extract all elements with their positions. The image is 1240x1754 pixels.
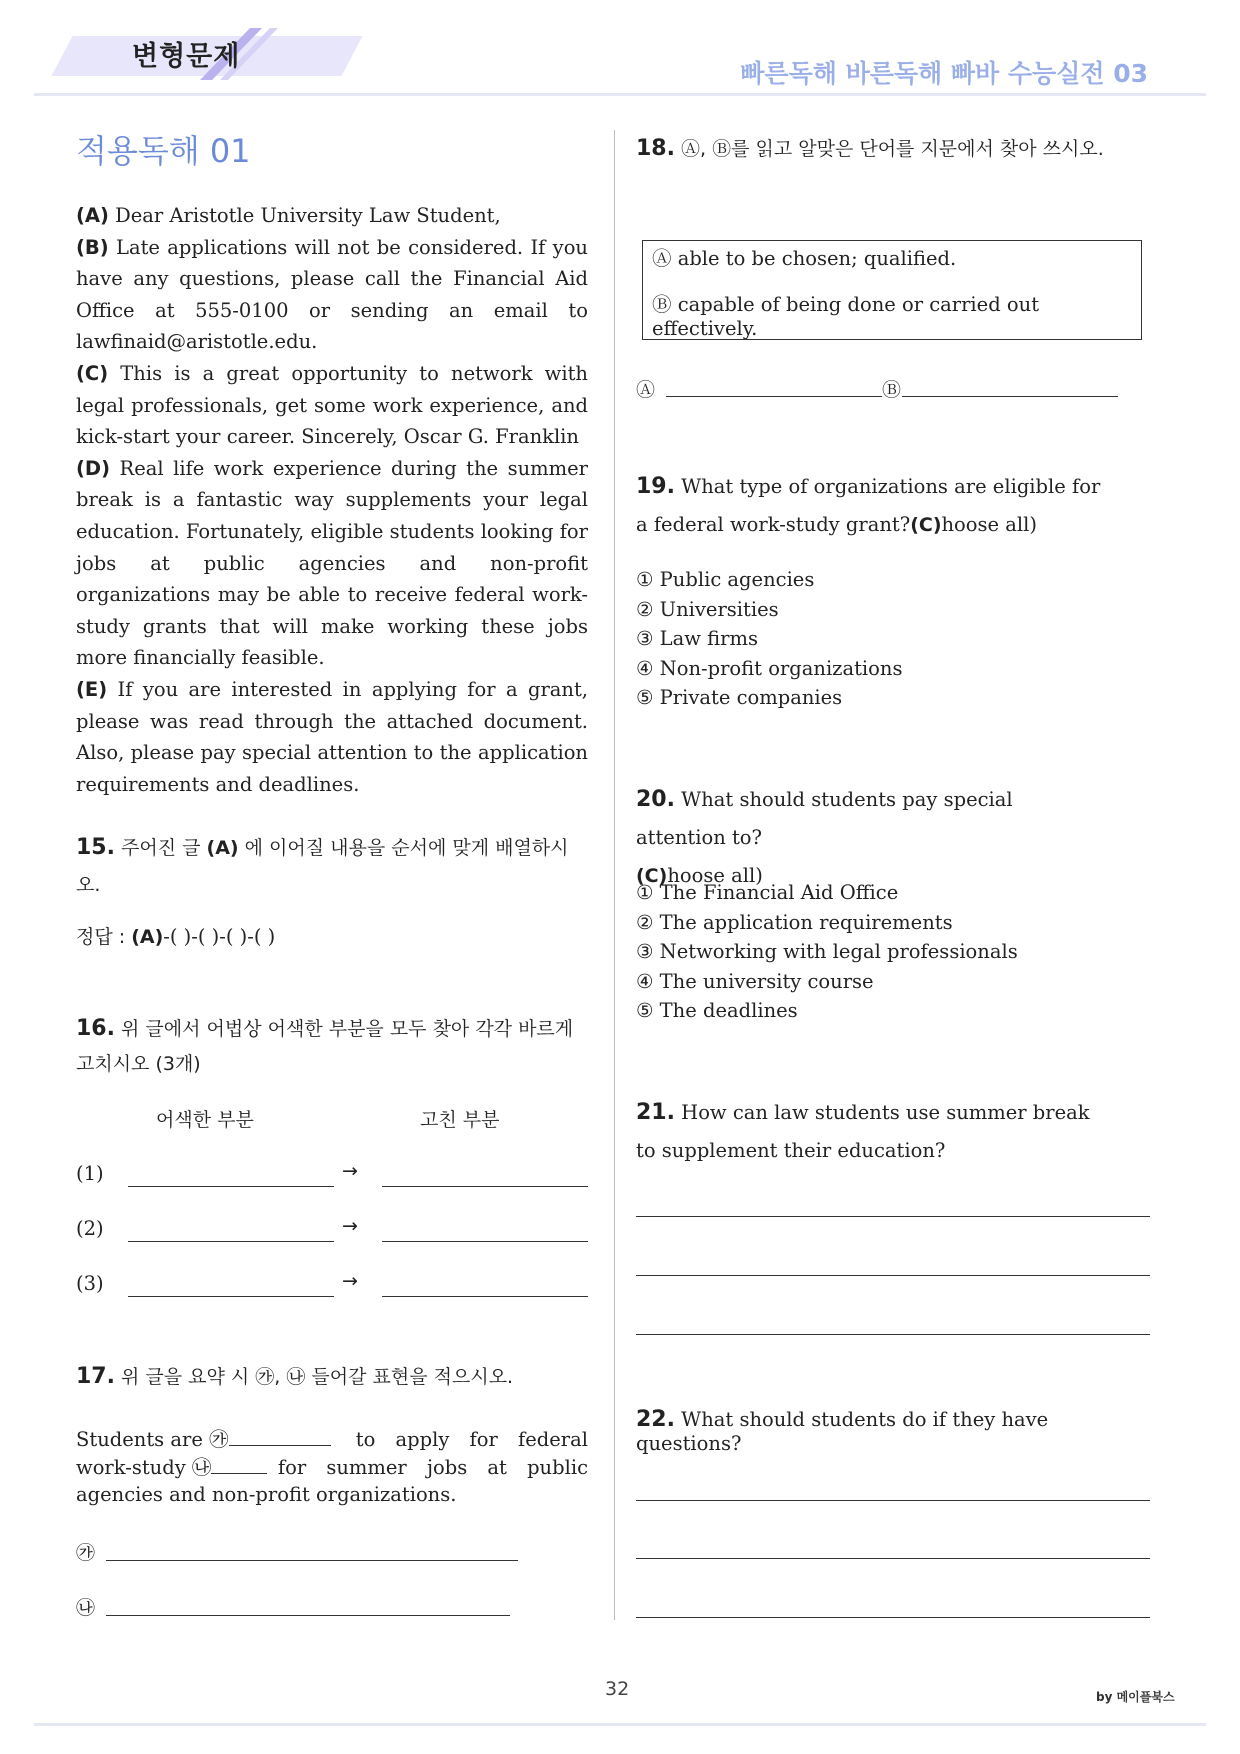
- col-header-wrong: 어색한 부분: [156, 1109, 254, 1131]
- q16-row-label: (1): [76, 1162, 104, 1185]
- q16-wrong-blank[interactable]: [128, 1241, 334, 1242]
- arrow-icon: →: [342, 1215, 358, 1237]
- question-17: 17. 위 글을 요약 시 ㉮, ㉯ 들어갈 표현을 적으시오.: [76, 1364, 514, 1389]
- publisher-credit: by 메이플북스: [1096, 1690, 1175, 1704]
- option-item[interactable]: ④ Non-profit organizations: [636, 656, 903, 680]
- q18-answer-a-line[interactable]: [666, 396, 882, 397]
- q16-wrong-blank[interactable]: [128, 1296, 334, 1297]
- q17-summary: Students are ㉮ to apply for federal work-study ㉯ for summer jobs at public agencies and non-profit organizations.: [76, 1428, 588, 1506]
- reading-passage: [76, 200, 588, 800]
- arrow-icon: →: [342, 1270, 358, 1292]
- passage-para-e: (E) If you are interested in applying for a grant, please was read through the attached document. Also, please pay special attention to the application requirements and deadlines.: [76, 677, 588, 796]
- option-item[interactable]: ① Public agencies: [636, 568, 815, 591]
- blank-a-label: ㉮: [76, 1542, 96, 1564]
- option-item[interactable]: ② The application requirements: [636, 910, 953, 934]
- section-title: 적용독해 01: [76, 132, 251, 170]
- passage-para-a: (A) Dear Aristotle University Law Student,: [76, 204, 501, 227]
- question-18: 18. Ⓐ, Ⓑ를 읽고 알맞은 단어를 지문에서 찾아 쓰시오.: [636, 136, 1104, 161]
- q16-row-label: (3): [76, 1272, 104, 1295]
- arrow-icon: →: [342, 1160, 358, 1182]
- header-book-title: 빠른독해 바른독해 빠바 수능실전 03: [740, 59, 1148, 88]
- option-item[interactable]: ③ Law firms: [636, 627, 758, 650]
- q22-answer-line[interactable]: [636, 1500, 1150, 1501]
- option-item[interactable]: ① The Financial Aid Office: [636, 881, 899, 904]
- question-15: 15. 주어진 글 (A) 에 이어질 내용을 순서에 맞게 배열하시오.: [76, 835, 569, 896]
- q17-blank-b-line[interactable]: [106, 1615, 510, 1616]
- q15-answer-line[interactable]: 정답 : (A)-( )-( )-( )-( ): [76, 925, 276, 948]
- passage-para-b: (B) Late applications will not be considered. If you have any questions, please call the Financial Aid Office at 555-0100 or sending an email to lawfinaid@aristotle.edu.: [76, 235, 588, 354]
- question-16: 16. 위 글에서 어법상 어색한 부분을 모두 찾아 각각 바르게 고치시오 (3개): [76, 1016, 574, 1075]
- option-item[interactable]: ⑤ The deadlines: [636, 999, 798, 1022]
- question-21: 21. How can law students use summer break to supplement their education?: [636, 1100, 1090, 1162]
- passage-para-c: (C) This is a great opportunity to network with legal professionals, get some work experience, and kick-start your career. Sincerely, Oscar G. Franklin: [76, 361, 588, 449]
- top-divider: [34, 93, 1206, 96]
- q21-answer-line[interactable]: [636, 1216, 1150, 1217]
- answer-b-label: Ⓑ: [882, 379, 902, 401]
- question-22: 22. What should students do if they have questions?: [636, 1407, 1049, 1455]
- option-item[interactable]: ③ Networking with legal professionals: [636, 940, 1018, 963]
- option-item[interactable]: ④ The university course: [636, 969, 874, 993]
- page-number: 32: [605, 1678, 630, 1700]
- q18-answer-b-line[interactable]: [902, 396, 1118, 397]
- bottom-divider: [34, 1723, 1206, 1726]
- header-label: 변형문제: [132, 41, 241, 72]
- q19-options: [636, 565, 902, 713]
- q16-row-label: (2): [76, 1217, 104, 1240]
- col-header-fixed: 고친 부분: [420, 1109, 500, 1131]
- q22-answer-line[interactable]: [636, 1558, 1150, 1559]
- q16-fixed-blank[interactable]: [382, 1296, 588, 1297]
- definition-box: [642, 240, 1142, 340]
- passage-para-d: (D) Real life work experience during the summer break is a fantastic way supplements your legal education. Fortunately, eligible students looking for jobs at public agencies and non-profit organizations may be able to receive federal work-study grants that will make working these jobs more financially feasible.: [76, 456, 588, 670]
- q22-answer-line[interactable]: [636, 1617, 1150, 1618]
- option-item[interactable]: ② Universities: [636, 597, 779, 621]
- answer-a-label: Ⓐ: [636, 379, 656, 401]
- question-19: 19. What type of organizations are eligible for a federal work-study grant?(C)hoose all): [636, 474, 1101, 536]
- definition-b: Ⓑ capable of being done or carried out effectively.: [652, 293, 1040, 340]
- q20-options: [636, 878, 1018, 1026]
- q17-blank-a-line[interactable]: [106, 1560, 518, 1561]
- definition-a: Ⓐ able to be chosen; qualified.: [652, 247, 957, 270]
- question-20: 20. What should students pay special attention to? (C)hoose all): [636, 787, 1013, 887]
- q21-answer-line[interactable]: [636, 1334, 1150, 1335]
- q16-wrong-blank[interactable]: [128, 1186, 334, 1187]
- q16-fixed-blank[interactable]: [382, 1186, 588, 1187]
- blank-b-label: ㉯: [76, 1597, 96, 1619]
- q16-fixed-blank[interactable]: [382, 1241, 588, 1242]
- option-item[interactable]: ⑤ Private companies: [636, 686, 843, 709]
- q21-answer-line[interactable]: [636, 1275, 1150, 1276]
- column-divider: [614, 130, 615, 1620]
